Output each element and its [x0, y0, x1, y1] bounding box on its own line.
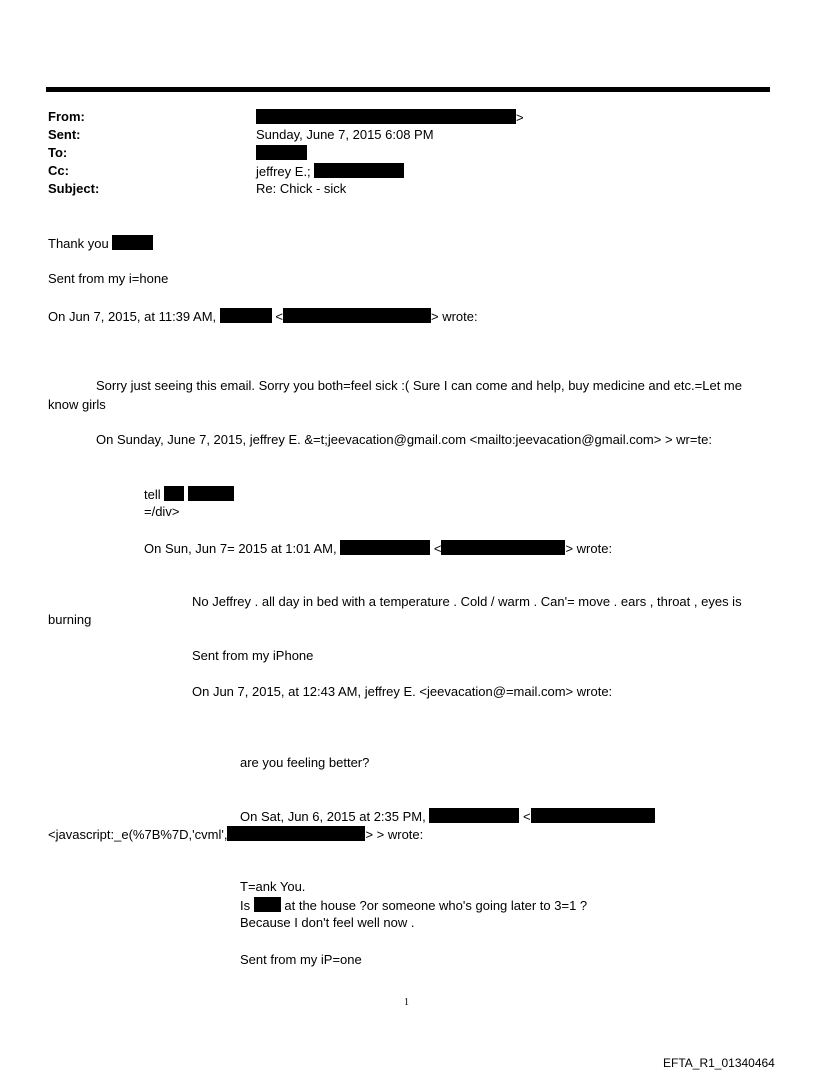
redaction-block — [254, 897, 281, 912]
redaction-block — [340, 540, 430, 555]
to-label: To: — [48, 145, 68, 160]
redaction-block — [188, 486, 234, 501]
cc-label: Cc: — [48, 163, 69, 178]
document-id: EFTA_R1_01340464 — [663, 1056, 775, 1070]
from-value: > — [256, 109, 524, 126]
body-line: are you feeling better? — [240, 755, 370, 770]
redaction-block — [256, 145, 307, 160]
redaction-block — [112, 235, 153, 250]
thank-you-line: Thank you — [48, 235, 153, 252]
quote-header: On Jun 7, 2015, at 11:39 AM, < > wrote: — [48, 309, 478, 324]
from-label: From: — [48, 109, 85, 124]
signature-line: Sent from my i=hone — [48, 271, 169, 286]
redaction-block — [164, 486, 184, 501]
body-line: T=ank You. — [240, 879, 306, 894]
quote-header: On Jun 7, 2015, at 12:43 AM, jeffrey E. <jeevacation@=mail.com> wrote: — [192, 684, 613, 699]
redaction-block — [531, 808, 655, 823]
body-paragraph: No Jeffrey . all day in bed with a temperature . Cold / warm . Can'= move . ears , throat , eyes is — [192, 594, 742, 609]
body-paragraph: Sorry just seeing this email. Sorry you both=feel sick :( Sure I can come and help, buy medicine and etc.=Let me — [96, 378, 742, 393]
redaction-block — [314, 163, 404, 178]
cc-value: jeffrey E.; — [256, 163, 404, 180]
redaction-block — [429, 808, 519, 823]
subject-value: Re: Chick - sick — [256, 181, 347, 196]
body-line: Is at the house ?or someone who's going later to 3=1 ? — [240, 898, 588, 913]
redaction-block — [441, 540, 565, 555]
body-paragraph-cont: burning — [48, 612, 92, 627]
sent-value: Sunday, June 7, 2015 6:08 PM — [256, 127, 434, 142]
body-line: =/div> — [144, 504, 180, 519]
body-line: Because I don't feel well now . — [240, 915, 415, 930]
quote-header: On Sat, Jun 6, 2015 at 2:35 PM, < — [240, 808, 655, 825]
to-value — [256, 145, 307, 162]
redaction-block — [256, 109, 516, 124]
quote-header-cont: <javascript:_e(%7B%7D,'cvml', > > wrote: — [48, 827, 424, 842]
redaction-block — [283, 308, 431, 323]
redaction-block — [227, 826, 365, 841]
body-line: tell — [144, 486, 234, 503]
quote-header: On Sunday, June 7, 2015, jeffrey E. &=t;jeevacation@gmail.com <mailto:jeevacation@gmail.com> > wr=te: — [96, 432, 712, 447]
quote-header: On Sun, Jun 7= 2015 at 1:01 AM, < > wrote: — [144, 541, 613, 556]
subject-label: Subject: — [48, 181, 100, 196]
redaction-block — [220, 308, 272, 323]
signature-line: Sent from my iPhone — [192, 648, 314, 663]
signature-line: Sent from my iP=one — [240, 952, 362, 967]
page-number: 1 — [404, 997, 409, 1008]
body-paragraph-cont: know girls — [48, 397, 106, 412]
sent-label: Sent: — [48, 127, 81, 142]
header-rule — [46, 87, 770, 92]
